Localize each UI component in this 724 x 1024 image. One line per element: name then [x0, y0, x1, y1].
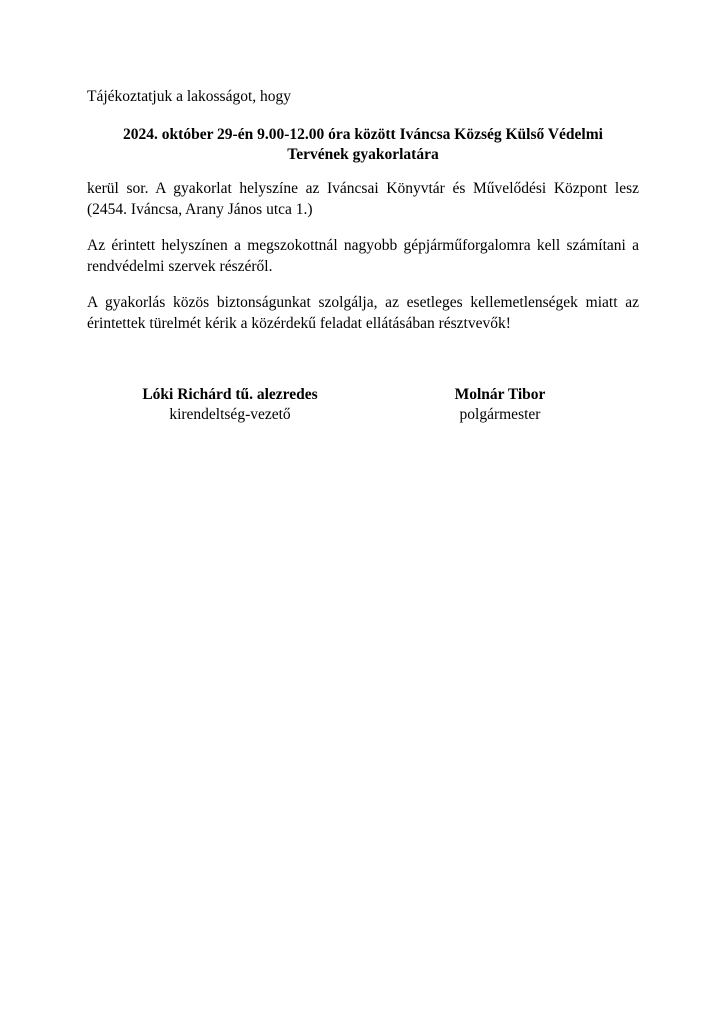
signature-block-right: [415, 385, 585, 425]
signatory-name: Lóki Richárd tű. alezredes: [142, 386, 318, 403]
event-heading-line-2: Tervének gyakorlatára: [287, 146, 439, 163]
traffic-paragraph: Az érintett helyszínen a megszokottnál nagyobb gépjárműforgalomra kell számítani a rendvédelmi szervek részéről.: [87, 237, 639, 275]
signatory-name: Molnár Tibor: [454, 386, 546, 403]
signatory-role: kirendeltség-vezető: [169, 406, 291, 423]
location-paragraph: kerül sor. A gyakorlat helyszíne az Iváncsai Könyvtár és Művelődési Központ lesz (2454. Iváncsa, Arany János utca 1.): [87, 180, 639, 218]
safety-paragraph: A gyakorlás közös biztonságunkat szolgálja, az esetleges kellemetlenségek miatt az érintettek türelmét kérik a közérdekű feladat ellátásában résztvevők!: [87, 294, 639, 332]
event-heading: [87, 125, 639, 165]
signatory-role: polgármester: [459, 406, 541, 423]
event-heading-line-1: 2024. október 29-én 9.00-12.00 óra között Iváncsa Község Külső Védelmi: [123, 126, 603, 143]
signature-block-left: [115, 385, 345, 425]
intro-text: Tájékoztatjuk a lakosságot, hogy: [87, 88, 292, 105]
